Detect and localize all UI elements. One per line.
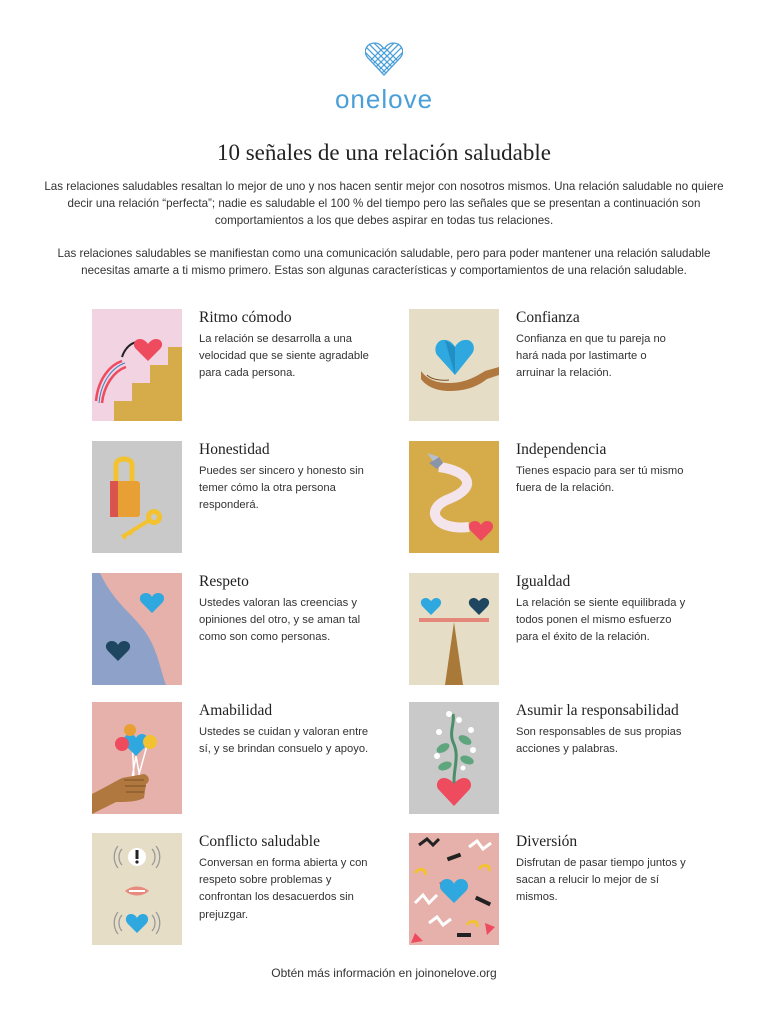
lock-key-icon: [92, 441, 182, 553]
sign-card-igualdad: [409, 573, 729, 687]
conversation-icon: [92, 833, 182, 945]
heart-logo-icon: [365, 42, 403, 76]
page-title: 10 señales de una relación saludable: [216, 140, 551, 165]
sign-text: Son responsables de sus propias acciones y palabras.: [516, 726, 682, 756]
sign-title: Independencia: [516, 441, 607, 458]
sign-card-amabilidad: [92, 702, 412, 816]
sign-card-conflicto: [92, 833, 412, 947]
sign-title: Diversión: [516, 833, 578, 850]
ribbon-bird-heart-icon: [409, 441, 499, 553]
sign-title: Asumir la responsabilidad: [516, 702, 679, 719]
stairs-heart-icon: [92, 309, 182, 421]
sign-title: Respeto: [199, 573, 249, 590]
sign-card-independencia: [409, 441, 729, 555]
sign-title: Amabilidad: [199, 702, 273, 719]
sign-text: La relación se siente equilibrada y todos ponen el mismo esfuerzo para el éxito de la relación.: [516, 597, 686, 644]
sign-text: Conversan en forma abierta y con respeto sobre problemas y confrontan los desacuerdos sin prejuzgar.: [199, 857, 368, 921]
onelove-logo: [0, 42, 768, 76]
balance-hearts-icon: [409, 573, 499, 685]
sign-title: Conflicto saludable: [199, 833, 320, 850]
sign-card-confianza: [409, 309, 729, 423]
sign-text: Ustedes valoran las creencias y opiniones del otro, y se aman tal como son como personas.: [199, 597, 361, 644]
plant-heart-icon: [409, 702, 499, 814]
sign-card-ritmo: [92, 309, 412, 423]
sign-text: Disfrutan de pasar tiempo juntos y sacan a relucir lo mejor de sí mismos.: [516, 857, 686, 904]
brand-name: onelove: [334, 84, 434, 114]
sign-card-honestidad: [92, 441, 412, 555]
hand-heart-icon: [409, 309, 499, 421]
intro-paragraph-1: Las relaciones saludables resaltan lo mejor de uno y nos hacen sentir mejor con nosotros mismos. Una relación saludable no quiere decir una relación “perfecta”; nadie es saludable el 100 % del tiempo pero las señales que se presentan a continuación son comportamientos a los que debes aspirar en todas tus relaciones.: [44, 180, 724, 227]
sign-card-diversion: [409, 833, 729, 947]
sign-card-respeto: [92, 573, 412, 687]
sign-title: Igualdad: [516, 573, 571, 590]
confetti-heart-icon: [409, 833, 499, 945]
sign-text: La relación se desarrolla a una velocidad que se siente agradable para cada persona.: [199, 333, 369, 380]
sign-text: Puedes ser sincero y honesto sin temer cómo la otra persona responderá.: [199, 465, 364, 512]
intro-paragraph-2: Las relaciones saludables se manifiestan como una comunicación saludable, pero para poder mantener una relación saludable necesitas amarte a ti mismo primero. Estas son algunas características y comportamientos de una relación saludable.: [57, 247, 711, 277]
sign-title: Honestidad: [199, 441, 270, 458]
hand-balloons-icon: [92, 702, 182, 814]
sign-text: Tienes espacio para ser tú mismo fuera de la relación.: [516, 465, 684, 495]
sign-text: Ustedes se cuidan y valoran entre sí, y se brindan consuelo y apoyo.: [199, 726, 369, 756]
sign-title: Confianza: [516, 309, 580, 326]
footer-link-text: Obtén más información en joinonelove.org: [271, 966, 497, 980]
sign-title: Ritmo cómodo: [199, 309, 292, 326]
two-hearts-icon: [92, 573, 182, 685]
sign-text: Confianza en que tu pareja no hará nada por lastimarte o arruinar la relación.: [516, 333, 666, 380]
sign-card-responsabilidad: [409, 702, 729, 816]
